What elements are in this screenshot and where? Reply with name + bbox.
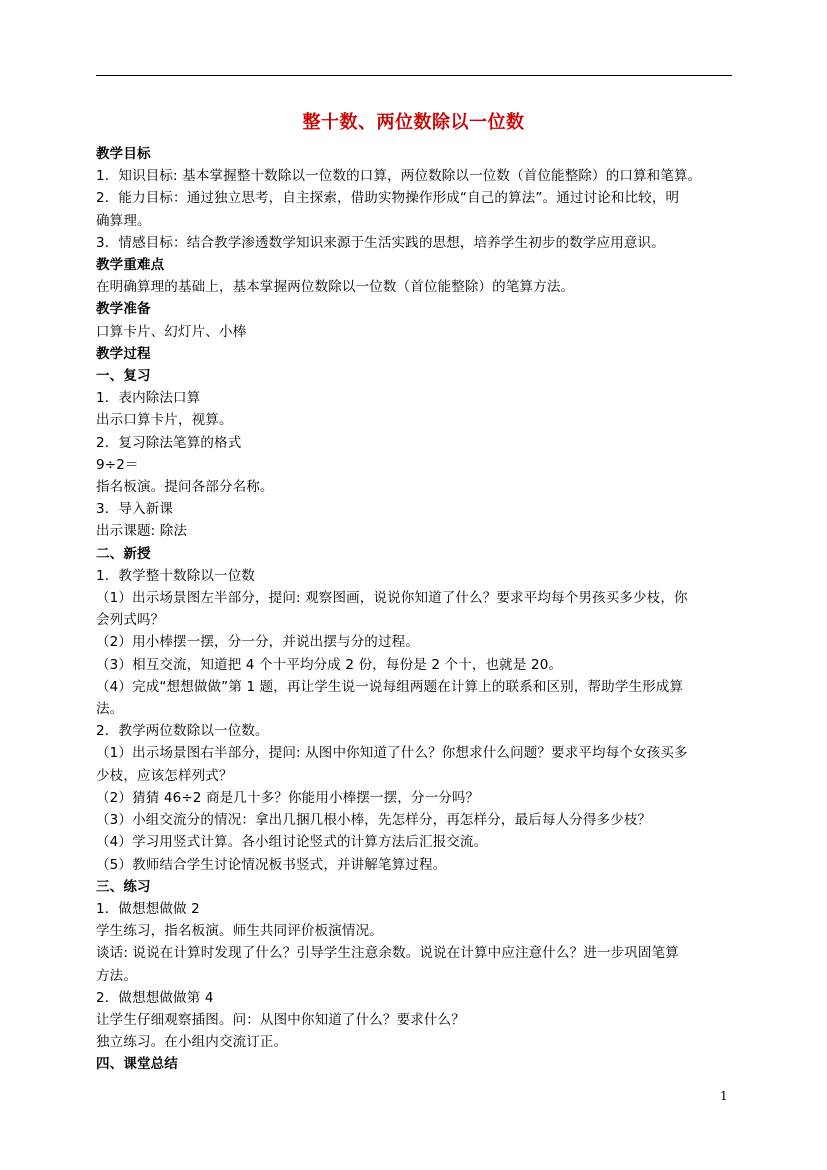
body-text-line: 3．导入新课 (96, 501, 174, 518)
body-text-line: （2）猜猜 46÷2 商是几十多？你能用小棒摆一摆，分一分吗？ (96, 789, 480, 806)
body-text-line: 2．复习除法笔算的格式 (96, 434, 242, 451)
page-number: 1 (720, 1089, 728, 1103)
header-rule (96, 75, 732, 76)
body-text-line: 1．教学整十数除以一位数 (96, 567, 256, 584)
body-text-line: （3）小组交流分的情况：拿出几捆几根小棒，先怎样分，再怎样分，最后每人分得多少枝？ (96, 812, 652, 829)
body-text-line: 法。 (96, 701, 124, 718)
body-text-line: 1．做想想做做 2 (96, 900, 200, 917)
body-text-line: 确算理。 (96, 212, 151, 229)
body-text-line: 1．表内除法口算 (96, 390, 201, 407)
body-text-line: （1）出示场景图左半部分，提问: 观察图画，说说你知道了什么？要求平均每个男孩买多少枝，你 (96, 590, 688, 607)
body-text-line: 方法。 (96, 967, 137, 984)
body-text-line: 独立练习。在小组内交流订正。 (96, 1034, 288, 1051)
body-text-line: 少枝，应该怎样列式？ (96, 767, 233, 784)
body-text-line: 3．情感目标：结合教学渗透数学知识来源于生活实践的思想，培养学生初步的数学应用意识。 (96, 234, 665, 251)
body-text-line: （1）出示场景图右半部分，提问: 从图中你知道了什么？你想求什么问题？要求平均每个女孩买多 (96, 745, 688, 762)
body-text-line: （4）完成“想想做做”第 1 题，再让学生说一说每组两题在计算上的联系和区别，帮助学生形成算 (96, 678, 684, 695)
section-heading: 教学目标 (96, 146, 151, 162)
body-text-line: 2．能力目标：通过独立思考，自主探索，借助实物操作形成“自己的算法”。通过讨论和比较，明 (96, 190, 680, 207)
section-heading: 三、练习 (96, 878, 151, 895)
section-heading: 教学过程 (96, 345, 151, 362)
section-heading: 教学准备 (96, 301, 151, 318)
body-text-line: 学生练习，指名板演。师生共同评价板演情况。 (96, 923, 383, 940)
body-text-line: 2．教学两位数除以一位数。 (96, 723, 269, 740)
section-heading: 二、新授 (96, 545, 151, 562)
body-text-line: 出示课题: 除法 (96, 523, 188, 540)
body-text-line: 谈话: 说说在计算时发现了什么？引导学生注意余数。说说在计算中应注意什么？进一步巩固笔算 (96, 945, 679, 962)
body-text-line: （4）学习用竖式计算。各小组讨论竖式的计算方法后汇报交流。 (96, 834, 488, 851)
body-text-line: 让学生仔细观察插图。问：从图中你知道了什么？要求什么？ (96, 1011, 465, 1028)
section-heading: 一、复习 (96, 368, 151, 385)
body-text-line: 9÷2＝ (96, 456, 139, 473)
body-text-line: 在明确算理的基础上，基本掌握两位数除以一位数（首位能整除）的笔算方法。 (96, 279, 575, 296)
body-text-line: 1．知识目标: 基本掌握整十数除以一位数的口算，两位数除以一位数（首位能整除）的口算和笔算。 (96, 168, 702, 185)
document-title: 整十数、两位数除以一位数 (302, 112, 525, 133)
body-text-line: 口算卡片、幻灯片、小棒 (96, 323, 247, 340)
body-text-line: 2．做想想做做第 4 (96, 989, 214, 1006)
body-text-line: （2）用小棒摆一摆，分一分，并说出摆与分的过程。 (96, 634, 419, 651)
body-text-line: （3）相互交流，知道把 4 个十平均分成 2 份，每份是 2 个十，也就是 20。 (96, 656, 563, 673)
document-body (96, 143, 736, 1076)
body-text-line: 出示口算卡片，视算。 (96, 412, 233, 429)
section-heading: 四、课堂总结 (96, 1056, 178, 1073)
section-heading: 教学重难点 (96, 257, 165, 274)
body-text-line: 会列式吗？ (96, 612, 165, 629)
body-text-line: 指名板演。提问各部分名称。 (96, 479, 274, 496)
body-text-line: （5）教师结合学生讨论情况板书竖式，并讲解笔算过程。 (96, 856, 447, 873)
